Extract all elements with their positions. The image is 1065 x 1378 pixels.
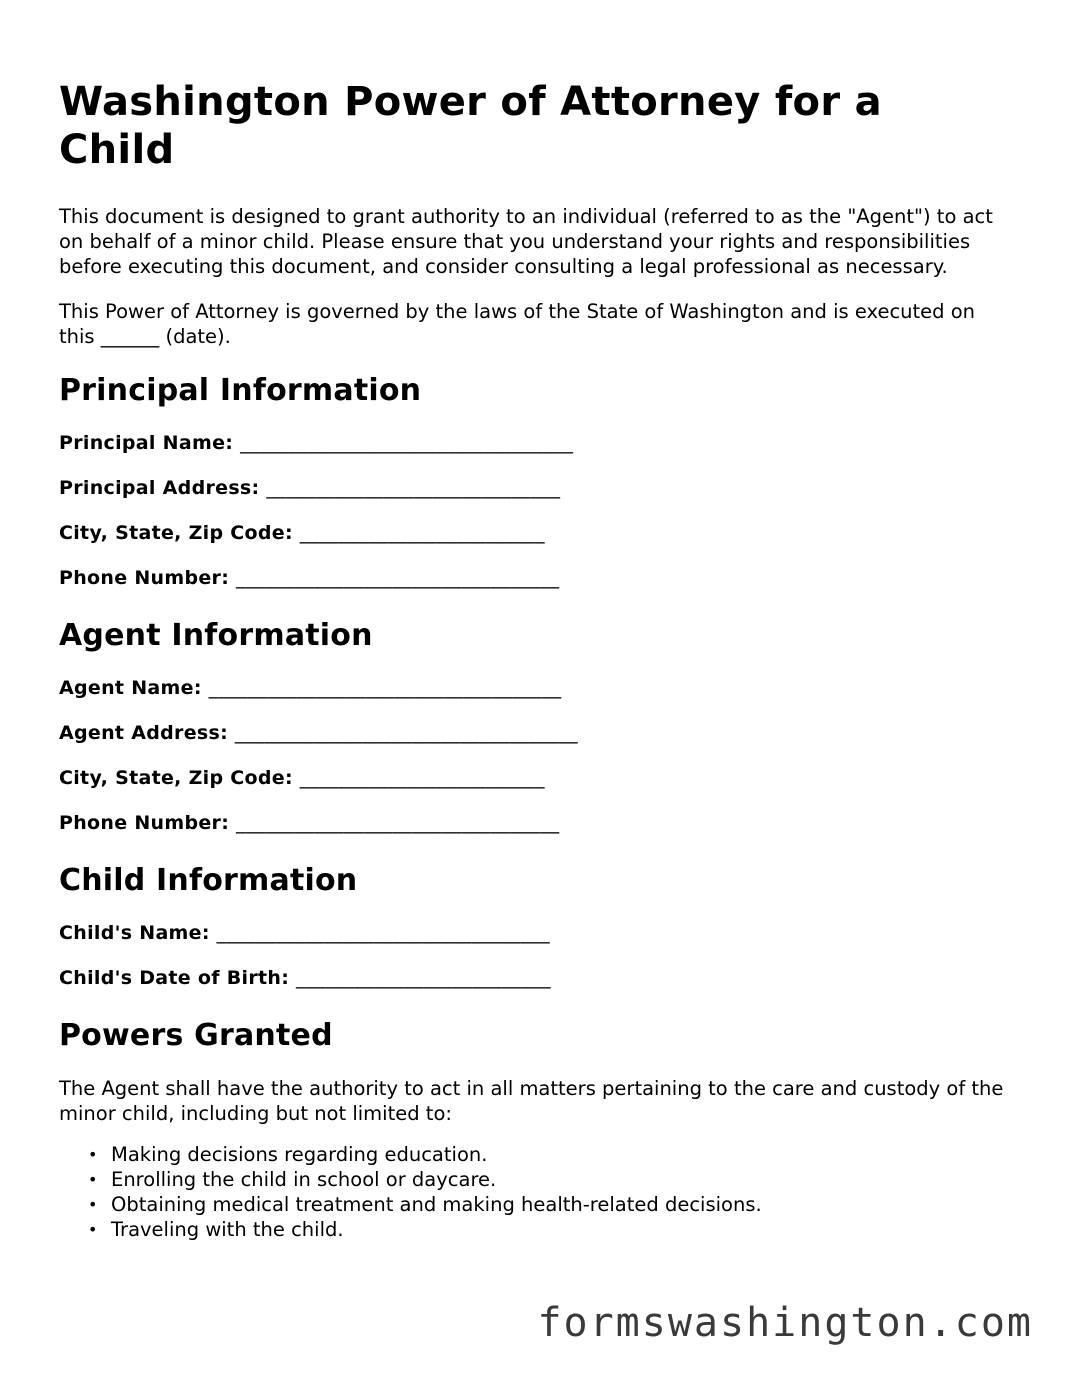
powers-paragraph: The Agent shall have the authority to act in all matters pertaining to the care and custody of the minor child, including but not limited to: [59, 1077, 1004, 1125]
list-item [88, 1217, 1009, 1242]
agent-phone-field[interactable] [59, 811, 1009, 835]
field-label: Phone Number: [59, 567, 230, 589]
field-blank[interactable]: __________________________ [296, 967, 551, 989]
child-heading: Child Information [59, 863, 358, 898]
list-item [88, 1192, 1009, 1217]
principal-city-state-zip-field[interactable] [59, 521, 1009, 545]
bullet-icon: • [88, 1145, 98, 1164]
list-item-text: Making decisions regarding education. [111, 1143, 488, 1166]
site-watermark: formswashington.com [537, 1300, 1033, 1346]
child-dob-field[interactable] [59, 966, 1009, 990]
list-item-text: Traveling with the child. [111, 1218, 344, 1241]
agent-name-field[interactable] [59, 676, 1009, 700]
list-item-text: Enrolling the child in school or daycare. [111, 1168, 497, 1191]
list-item-text: Obtaining medical treatment and making health-related decisions. [111, 1193, 762, 1216]
field-label: City, State, Zip Code: [59, 522, 293, 544]
intro-paragraph: This document is designed to grant authority to an individual (referred to as the "Agent") to act on behalf of a minor child. Please ensure that you understand your rights and responsibilities before executing this document, and consider consulting a legal professional as necessary. [59, 205, 993, 278]
list-item [88, 1142, 1009, 1167]
principal-name-field[interactable] [59, 431, 1009, 455]
bullet-icon: • [88, 1195, 98, 1214]
field-label: Principal Name: [59, 432, 234, 454]
powers-heading: Powers Granted [59, 1018, 333, 1053]
field-blank[interactable]: _________________________________ [236, 812, 560, 834]
agent-city-state-zip-field[interactable] [59, 766, 1009, 790]
field-blank[interactable]: _________________________ [299, 767, 545, 789]
field-blank[interactable]: ___________________________________ [234, 722, 578, 744]
field-blank[interactable]: __________________________________ [240, 432, 574, 454]
field-blank[interactable]: _________________________ [299, 522, 545, 544]
agent-heading: Agent Information [59, 618, 373, 653]
field-label: City, State, Zip Code: [59, 767, 293, 789]
field-label: Agent Name: [59, 677, 202, 699]
child-name-field[interactable] [59, 921, 1009, 945]
field-blank[interactable]: ______________________________ [266, 477, 561, 499]
principal-phone-field[interactable] [59, 566, 1009, 590]
principal-address-field[interactable] [59, 476, 1009, 500]
field-label: Child's Date of Birth: [59, 967, 290, 989]
field-label: Child's Name: [59, 922, 210, 944]
document-title: Washington Power of Attorney for a Child [59, 79, 882, 173]
agent-address-field[interactable] [59, 721, 1009, 745]
field-blank[interactable]: __________________________________ [216, 922, 550, 944]
field-label: Phone Number: [59, 812, 230, 834]
bullet-icon: • [88, 1220, 98, 1239]
powers-list [59, 1142, 1009, 1242]
bullet-icon: • [88, 1170, 98, 1189]
principal-heading: Principal Information [59, 373, 422, 408]
list-item [88, 1167, 1009, 1192]
field-blank[interactable]: ____________________________________ [208, 677, 562, 699]
field-label: Agent Address: [59, 722, 228, 744]
governing-law-paragraph: This Power of Attorney is governed by the laws of the State of Washington and is executed on this ______ (date). [59, 300, 976, 348]
field-label: Principal Address: [59, 477, 260, 499]
document-page [59, 70, 1009, 1242]
field-blank[interactable]: _________________________________ [236, 567, 560, 589]
